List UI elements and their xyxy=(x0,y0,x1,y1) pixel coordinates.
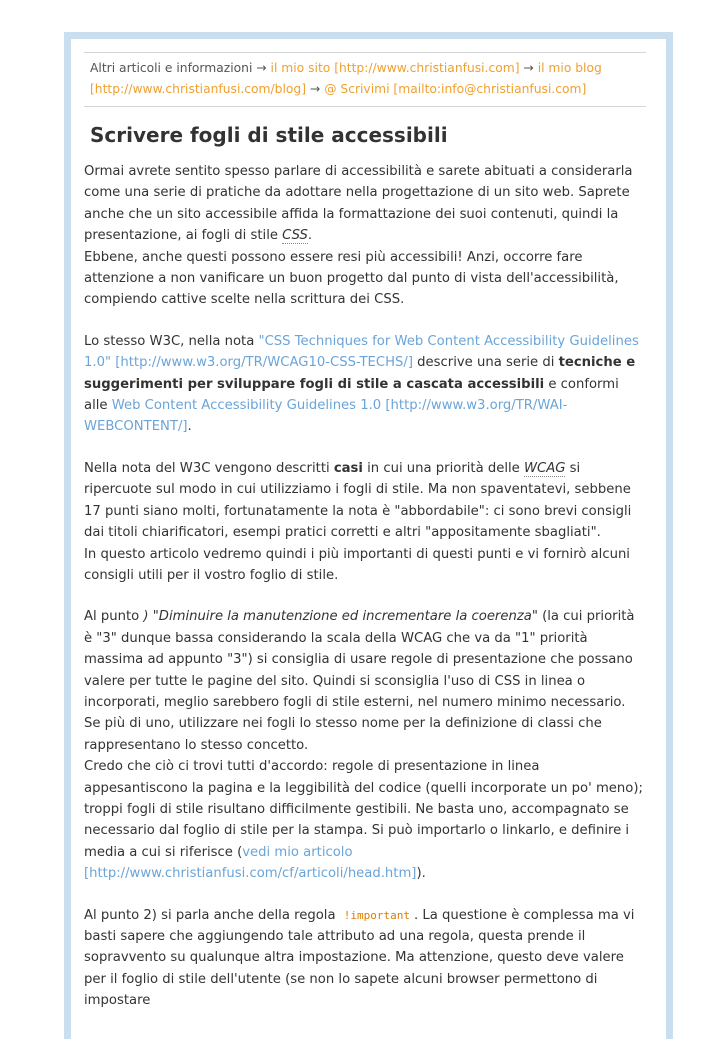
w3c-strong: tecniche e suggerimenti per sviluppare fogli di stile a cascata accessibili xyxy=(84,355,636,392)
page-frame xyxy=(64,32,673,1039)
paragraph-note xyxy=(84,458,646,586)
note-text-a: Nella nota del W3C vengono descritti xyxy=(84,460,334,476)
note-text-d: In questo articolo vedremo quindi i più importanti di questi punti e vi fornirò alcuni consigli utili per il vostro foglio di stile. xyxy=(84,546,630,583)
nav-link-mail[interactable]: @ Scrivimi [mailto:info@christianfusi.com] xyxy=(324,81,587,96)
nav-link-blog[interactable]: il mio blog [http://www.christianfusi.com/blog] xyxy=(90,61,602,96)
w3c-text-d: . xyxy=(187,419,192,435)
nav-link-site[interactable]: il mio sito [http://www.christianfusi.com] xyxy=(270,61,520,75)
point1-text-c: Credo che ciò ci trovi tutti d'accordo: regole di presentazione in linea appesantiscono la pagina e la leggibilità del codice (quelli incorporate un po' meno); troppi fogli di stile risultano difficilmente gestibili. Ne basta uno, accompagnato se necessario dal foglio di stile per la stampa. Si può importarlo o linkarlo, e definire i media a cui si riferisce ( xyxy=(84,759,643,860)
point1-text-a: Al punto xyxy=(84,609,144,625)
code-important: !important xyxy=(343,908,410,922)
w3c-text-c: e conformi alle xyxy=(84,376,619,414)
point1-text-b: (la cui priorità è "3" dunque bassa considerando la scala della WCAG che va da "1" priorità massima ad appunto "3") si consiglia di usare regole di presentazione che possano valere per tutte le pagine del sito. Quindi si sconsiglia l'uso di CSS in linea o incorporati, meglio sarebbero fogli di stile esterni, nel numero minimo necessario. Se più di uno, utilizzare nei fogli lo stesso nome per la definizione di classi che rappresentano lo stesso concetto. xyxy=(84,609,635,753)
paragraph-w3c xyxy=(84,331,646,438)
paragraph-point-1 xyxy=(84,606,646,884)
nav-prefix: Altri articoli e informazioni xyxy=(90,61,253,75)
nav-arrow-2: → xyxy=(523,61,534,75)
intro-period: . xyxy=(307,228,313,244)
link-css-techniques[interactable]: "CSS Techniques for Web Content Accessibility Guidelines 1.0" [http://www.w3.org/TR/WCAG10-CSS-TECHS/] xyxy=(84,333,639,371)
point1-text-d: ). xyxy=(416,866,426,882)
paragraph-point-2 xyxy=(84,905,646,1012)
paragraph-intro xyxy=(84,161,646,311)
w3c-text-b: descrive una serie di xyxy=(412,355,559,371)
note-text-c: si ripercuote sul modo in cui utilizziamo i fogli di stile. Ma non spaventatevi, sebbene 17 punti siano molti, fortunatamente la nota è "abbordabile": ci sono brevi consigli dai titoli chiarificatori, esempi pratici corretti e altri "appositamente sbagliati". xyxy=(84,460,632,541)
note-strong: casi xyxy=(333,460,363,476)
nav-arrow-1: → xyxy=(256,61,267,75)
link-wcag-guidelines[interactable]: Web Content Accessibility Guidelines 1.0 [http://www.w3.org/TR/WAI-WEBCONTENT/] xyxy=(84,398,568,435)
article-title: Scrivere fogli di stile accessibili xyxy=(90,123,448,147)
point2-text-b: . La questione è complessa ma vi basti sapere che aggiungendo tale attributo ad una regola, questa prende il sopravvento su qualunque altra impostazione. Ma attenzione, questo deve valere per il foglio di stile dell'utente (se non lo sapete alcuni browser permettono di impostare xyxy=(84,907,635,1009)
page-content xyxy=(84,52,646,1012)
abbr-css: CSS xyxy=(282,228,308,244)
link-head-article[interactable]: vedi mio articolo [http://www.christianfusi.com/cf/articoli/head.htm] xyxy=(84,844,417,882)
intro-text-2: Ebbene, anche questi possono essere resi più accessibili! Anzi, occorre fare attenzione a non vanificare un buon progetto dal punto di vista dell'accessibilità, compiendo cattive scelte nella scrittura dei CSS. xyxy=(84,249,619,308)
point1-em: ) "Diminuire la manutenzione ed incrementare la coerenza" xyxy=(143,609,538,625)
top-navigation xyxy=(84,52,646,107)
nav-arrow-3: → xyxy=(309,81,321,96)
abbr-wcag: WCAG xyxy=(523,460,566,476)
intro-text: Ormai avrete sentito spesso parlare di accessibilità e sarete abituati a considerarla come una serie di pratiche da adottare nella progettazione di un sito web. Saprete anche che un sito accessibile affida la formattazione dei suoi contenuti, quindi la presentazione, ai fogli di stile xyxy=(84,164,633,244)
note-text-b: in cui una priorità delle xyxy=(362,460,524,476)
point2-text-a: Al punto 2) si parla anche della regola xyxy=(84,907,340,923)
w3c-text-a: Lo stesso W3C, nella nota xyxy=(84,333,259,349)
